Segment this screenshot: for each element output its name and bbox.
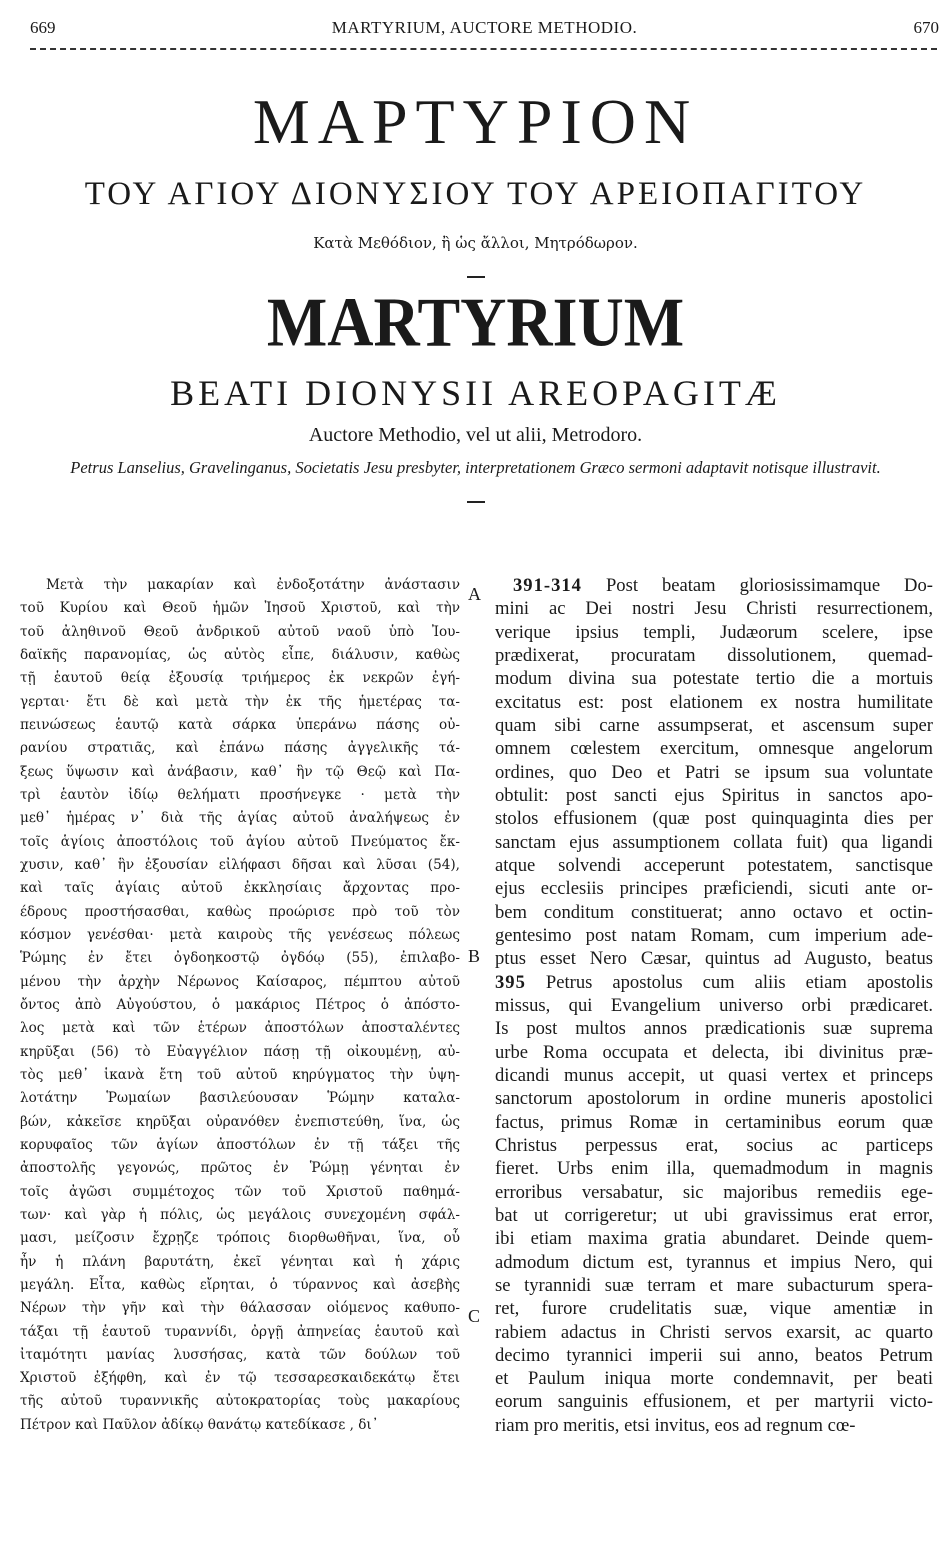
greek-line: Ῥώμης ἐν ἔτει ὀγδοηκοστῷ ὀγδόῳ (55), ἐπιλαβο- <box>20 950 460 967</box>
latin-line: fieret. Urbs enim illa, quemadmodum in magnis <box>495 1158 933 1180</box>
greek-line: τοῖς ἀγῶσι συμμέτοχος τῶν τοῦ Χριστοῦ παθημά- <box>20 1183 460 1200</box>
margin-letter-b: B <box>468 946 481 966</box>
latin-line: prædixerat, procuratam dissolutionem, quemad- <box>495 644 933 666</box>
latin-line: Christus perpessus erat, socius ac particeps <box>495 1134 933 1156</box>
greek-line: τοῖς ἁγίοις ἀποστόλοις τοῦ ἁγίου αὐτοῦ Πνεύματος ἔκ- <box>20 833 460 850</box>
latin-line: mini ac Dei nostri Jesu Christi resurrectionem, <box>495 598 933 620</box>
greek-text-column <box>20 574 460 1437</box>
greek-line: γερται· ἔτι δὲ καὶ μετὰ τὴν ἐκ τῆς ἡμετέρας τα- <box>20 693 460 710</box>
greek-line: μεγάλη. Εἶτα, καθὼς εἴρηται, ὁ τύραννος καὶ ἀσεβὴς <box>20 1276 460 1293</box>
latin-line: ordines, quo Deo et Patri se ipsum sua voluntate <box>495 761 933 783</box>
latin-line-text: Post beatam gloriosissimamque Do- <box>605 575 933 596</box>
greek-line: ἦν ἡ πλάνη βαρυτάτη, ἐκεῖ γένηται καὶ ἡ χάρις <box>20 1253 460 1270</box>
greek-line: μεθ᾽ ἡμέρας ν᾽ διὰ τῆς ἁγίας αὐτοῦ ἀναλήψεως ἐν <box>20 810 460 827</box>
margin-letter-a: A <box>468 584 481 604</box>
greek-line: ρανίου στρατιᾶς, καὶ ἐπάνω πάσης ἀγγελικῆς τά- <box>20 740 460 757</box>
body-divider <box>467 501 485 503</box>
page-number-right: 670 <box>913 18 939 37</box>
latin-line <box>495 574 933 597</box>
credit-line-1: Petrus Lanselius, Gravelinganus, Societatis Jesu presbyter, interpretationem Græco sermoni adaptavit <box>70 458 749 477</box>
latin-line: rabiem adactus in Christi servos exarsit, ac quarto <box>495 1321 933 1343</box>
latin-line-text: Petrus apostolus cum aliis etiam apostolis <box>545 971 933 993</box>
latin-line: urbe Roma occupata et delecta, ibi divinitus præ- <box>495 1041 933 1063</box>
greek-line: μασι, μείζοσιν ἔχρῃζε τρόποις διορθωθῆναι, ἵνα, οὗ <box>20 1230 460 1247</box>
greek-line: Χριστοῦ ἐξήφθη, καὶ ἐν τῷ τεσσαρεσκαιδεκάτῳ ἔτει <box>20 1370 460 1387</box>
latin-line: modum divina sua potestate tertio die a mortuis <box>495 668 933 690</box>
header-rule <box>30 48 937 50</box>
latin-line: decimo tyrannici imperii sui anno, beatos Petrum <box>495 1344 933 1366</box>
greek-line: τοῦ Κυρίου καὶ Θεοῦ ἡμῶν Ἰησοῦ Χριστοῦ, καὶ τὴν <box>20 600 460 617</box>
title-block <box>20 84 931 503</box>
greek-line: Μετὰ τὴν μακαρίαν καὶ ἐνδοξοτάτην ἀνάστασιν <box>46 577 460 593</box>
greek-line: μένου τὴν ἀρχὴν Νέρωνος Καίσαρος, πέμπτου αὐτοῦ <box>20 973 460 990</box>
greek-line: Νέρων τὴν γῆν καὶ τὴν θάλασσαν οἰόμενος καθυπο- <box>20 1300 460 1317</box>
greek-attribution: Κατὰ Μεθόδιον, ἢ ὡς ἄλλοι, Μητρόδωρον. <box>313 234 638 252</box>
latin-line: bem conditum constituerat; anno octavo et octin- <box>495 901 933 923</box>
latin-line: ibi etiam maxima gratia abundaret. Deinde quem- <box>495 1228 933 1250</box>
latin-line: factus, primus Romæ in certaminibus eorum quæ <box>495 1111 933 1133</box>
latin-text-column <box>495 574 933 1437</box>
latin-line: omnem cœlestem exercitum, omnesque angelorum <box>495 738 933 760</box>
latin-line: eorum sanguinis effusionem, et per martyrii victo- <box>495 1391 933 1413</box>
latin-line: atque solvendi acceperunt potestatem, sanctisque <box>495 854 933 876</box>
greek-line: τὸς μεθ᾽ ἱκανὰ ἔτη τοῦ αὐτοῦ κηρύγματος τὴν ὑψη- <box>20 1066 460 1083</box>
greek-line: πεινώσεως ἑαυτῷ κατὰ σάρκα ὑπεράνω πάσης οὐ- <box>20 716 460 733</box>
greek-line: τοῦ ἀληθινοῦ Θεοῦ ἀνδρικοῦ αὐτοῦ ναοῦ ὑπὸ Ἰου- <box>20 623 460 640</box>
latin-line: obtulit: post sancti ejus Spiritus in sanctos apo- <box>495 784 933 806</box>
latin-line: missus, qui Evangelium universo orbi prædicaret. <box>495 994 933 1016</box>
latin-line: sanctorum apostolorum in ordine muneris apostolici <box>495 1088 933 1110</box>
latin-line: admodum dictum est, tyrannus et impius Nero, qui <box>495 1251 933 1273</box>
latin-line: ptus esset Nero Cæsar, quintus ad Augusto, beatus <box>495 948 933 970</box>
latin-line: excitatus est: post elationem ex nostra humilitate <box>495 691 933 713</box>
running-head <box>30 18 939 44</box>
greek-title: ΜΑΡΤΥΡΙΟΝ <box>252 86 699 157</box>
greek-subtitle: ΤΟΥ ΑΓΙΟΥ ΔΙΟΝΥΣΙΟΥ ΤΟΥ ΑΡΕΙΟΠΑΓΙΤΟΥ <box>84 176 867 212</box>
latin-line: gentesimo post natam Romam, cum imperium ade- <box>495 924 933 946</box>
latin-title: MARTYRIUM <box>266 282 685 361</box>
greek-line: καὶ ταῖς ἁγίαις αὐτοῦ ἐκκλησίαις ἄρχοντας προ- <box>20 880 460 897</box>
greek-line: τρὶ ἑαυτὸν ἰδίῳ θελήματι προσήνεγκε · μετὰ τὴν <box>20 786 460 803</box>
greek-line: έδρους προστήσασθαι, καθὼς προώρισε πρὸ τοῦ τὸν <box>20 903 460 920</box>
latin-line: verique ipsius templi, Judæorum scelere, ipse <box>495 621 933 643</box>
greek-line: των· καὶ γὰρ ἡ πόλις, ὡς μεγάλοις συνεχομένη σφάλ- <box>20 1206 460 1223</box>
latin-line: bat ut corrigeretur; ut ubi gravissimus erat error, <box>495 1204 933 1226</box>
greek-line: ξεως ὕψωσιν καὶ ἀνάβασιν, καθ᾽ ἣν τῷ Θεῷ καὶ Πα- <box>20 763 460 780</box>
greek-line: δαϊκῆς παρανομίας, ὡς αὐτὸς εἶπε, διάλυσιν, καθὼς <box>20 646 460 663</box>
page-number-left: 669 <box>30 18 56 37</box>
greek-line: τάξαι τῇ ἑαυτοῦ τυραννίδι, ὀργῇ ἀπηνείας ἑαυτοῦ καὶ <box>20 1323 460 1340</box>
column-marker: 395 <box>495 971 526 993</box>
greek-line: τῇ ἑαυτοῦ θείᾳ ἐξουσίᾳ τριήμερος ἐκ νεκρῶν ἐγή- <box>20 670 460 687</box>
latin-line: ret, furore crudelitatis suæ, vique amentiæ in <box>495 1298 933 1320</box>
greek-line: χυσιν, καθ᾽ ἣν ἐξουσίαν εἰλήφασι δῆσαι καὶ λῦσαι (54), <box>20 856 460 873</box>
latin-line: et Paulum iniqua morte condemnavit, per beati <box>495 1368 933 1390</box>
latin-line: Is post multos annos prædicationis suæ suprema <box>495 1018 933 1040</box>
greek-line: λος μετὰ καὶ τῶν ἑτέρων ἀποστόλων ἀποσταλέντες <box>20 1020 460 1037</box>
latin-line: ejus ecclesiis principes præficiendi, sicuti ante or- <box>495 878 933 900</box>
greek-line: τῆς αὐτοῦ τυραννικῆς αὐτοκρατορίας τοὺς μακαρίους <box>20 1393 460 1410</box>
greek-line: Πέτρον καὶ Παῦλον ἀδίκῳ θανάτῳ κατεδίκασε , δι᾽ <box>20 1416 379 1433</box>
latin-line: dicandi munus accepit, ut quasi vertex et princeps <box>495 1064 933 1086</box>
column-marker: 391-314 <box>513 575 582 596</box>
latin-subtitle: BEATI DIONYSII AREOPAGITÆ <box>170 373 781 413</box>
latin-line: stolos effusionem (quæ post quinquaginta dies per <box>495 808 933 830</box>
latin-line: quam sibi carne assumpserat, et ascensum super <box>495 714 933 736</box>
greek-line: κηρῦξαι (56) τὸ Εὐαγγέλιον πάσῃ τῇ οἰκουμένῃ, αὐ- <box>20 1043 460 1060</box>
latin-line: se tyrannidi suæ terram et mare subacturum spera- <box>495 1274 933 1296</box>
latin-line: sanctam ejus assumptionem collata fuit) qua ligandi <box>495 831 933 853</box>
greek-line: ἰταμότητι μανίας λυσσήσας, κατὰ τῶν δούλων τοῦ <box>20 1346 460 1363</box>
greek-line: βών, κἀκεῖσε κηρῦξαι οὐρανόθεν ἐνεπιστεύθη, ἵνα, ὡς <box>20 1113 460 1130</box>
credit-line-2: notisque illustravit. <box>752 458 881 477</box>
greek-line: ὄντος ἀπὸ Αὐγούστου, ὁ μακάριος Πέτρος ὁ ἀπόστο- <box>20 996 460 1013</box>
margin-letter-c: C <box>468 1306 481 1326</box>
latin-attribution: Auctore Methodio, vel ut alii, Metrodoro. <box>308 424 643 446</box>
greek-line: ἀποστολῆς γεγονώς, πρῶτος ἐν Ῥώμῃ γένηται ἐν <box>20 1160 460 1177</box>
greek-line: λοτάτην Ῥωμαίων βασιλεύουσαν Ῥώμην καταλα- <box>20 1090 460 1107</box>
translator-credit <box>34 458 917 477</box>
title-divider <box>467 276 485 278</box>
running-head-title: MARTYRIUM, AUCTORE METHODIO. <box>331 18 638 37</box>
greek-line: κόσμον γενέσθαι· μετὰ καιροὺς τῆς γενέσεως πόλεως <box>20 926 460 943</box>
latin-line: riam pro meritis, etsi invitus, eos ad regnum cœ- <box>495 1414 856 1436</box>
latin-line: erroribus versabatur, sic majoribus remediis ege- <box>495 1181 933 1203</box>
latin-line <box>495 971 933 994</box>
greek-line: κορυφαῖος τῶν ἁγίων ἀποστόλων ἐν τῇ τάξει τῆς <box>20 1136 460 1153</box>
